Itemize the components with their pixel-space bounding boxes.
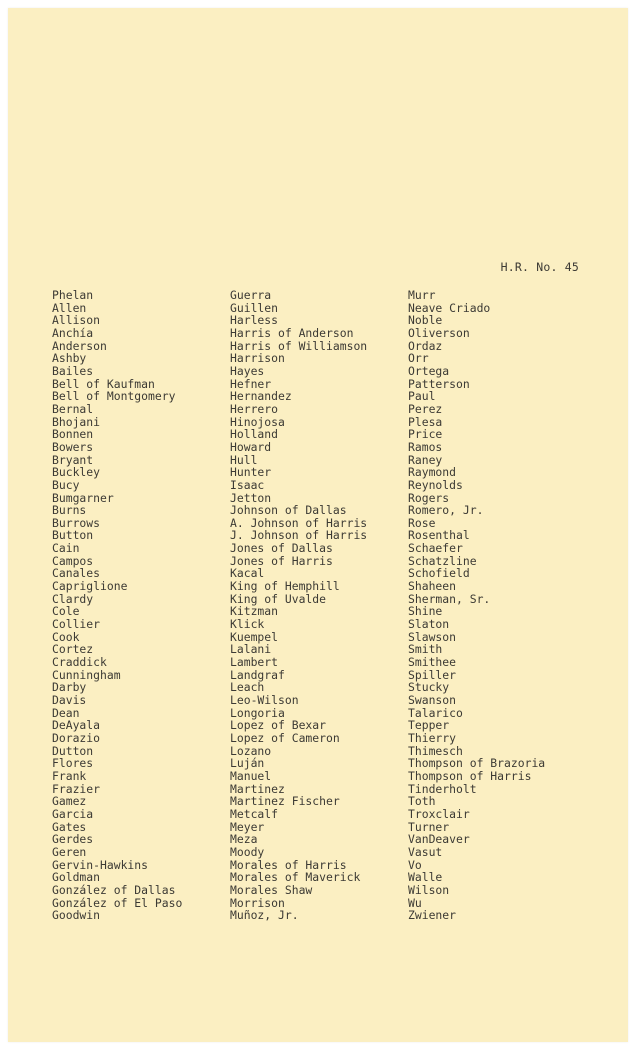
member-name: Troxclair [408, 806, 470, 821]
member-name: Bernal [52, 401, 94, 416]
member-name: Price [408, 427, 443, 442]
member-name: Patterson [408, 376, 470, 391]
member-name: Hefner [230, 376, 272, 391]
member-name: Dutton [52, 743, 94, 758]
member-name: Clardy [52, 591, 94, 606]
member-name: Thierry [408, 730, 457, 745]
member-name: Rosenthal [408, 528, 470, 543]
member-name: Jones of Harris [230, 553, 333, 568]
member-name: Toth [408, 794, 436, 809]
member-name: Metcalf [230, 806, 279, 821]
member-name: Shaheen [408, 579, 457, 594]
member-name: Kuempel [230, 629, 279, 644]
member-name: Jetton [230, 490, 272, 505]
member-name: Capriglione [52, 579, 128, 594]
member-name: Howard [230, 439, 272, 454]
member-name: Dorazio [52, 730, 101, 745]
member-name: Goodwin [52, 908, 101, 923]
member-name: Anderson [52, 338, 107, 353]
member-name: VanDeaver [408, 832, 470, 847]
member-name: Cortez [52, 642, 94, 657]
member-name: Smithee [408, 655, 457, 670]
member-name: A. Johnson of Harris [230, 515, 368, 530]
member-name: Burrows [52, 515, 101, 530]
member-name: Neave Criado [408, 300, 491, 315]
member-name: Cole [52, 604, 80, 619]
member-name: Allison [52, 313, 101, 328]
member-name: Rose [408, 515, 436, 530]
member-name: Button [52, 528, 94, 543]
member-name: Paul [408, 389, 436, 404]
member-name: Frazier [52, 781, 101, 796]
member-name: Meyer [230, 819, 265, 834]
member-name: Morales of Harris [230, 857, 347, 872]
document-page [8, 8, 628, 1042]
member-name: Raney [408, 452, 443, 467]
member-name: Morales of Maverick [230, 870, 361, 885]
member-name: Perez [408, 401, 443, 416]
member-name: Lalani [230, 642, 272, 657]
member-name: Kitzman [230, 604, 279, 619]
member-name: Lozano [230, 743, 272, 758]
member-name: Geren [52, 844, 87, 859]
member-name: Wilson [408, 882, 450, 897]
member-name: Schatzline [408, 553, 477, 568]
member-name: Buckley [52, 465, 101, 480]
member-name: Bryant [52, 452, 94, 467]
member-name: Bucy [52, 477, 80, 492]
member-name: Turner [408, 819, 450, 834]
member-name: Collier [52, 617, 101, 632]
member-name: Smith [408, 642, 443, 657]
member-name: Isaac [230, 477, 265, 492]
member-name: Allen [52, 300, 87, 315]
member-name: Klick [230, 617, 265, 632]
member-name: Dean [52, 705, 80, 720]
member-name: Martinez Fischer [230, 794, 340, 809]
member-name: Murr [408, 288, 436, 302]
member-name: Gerdes [52, 832, 94, 847]
member-name: Wu [408, 895, 422, 910]
member-name: Frank [52, 768, 87, 783]
member-name: Romero, Jr. [408, 503, 484, 518]
member-name: Morrison [230, 895, 285, 910]
member-name: Swanson [408, 693, 457, 707]
member-name: Bowers [52, 439, 94, 454]
member-name: Bumgarner [52, 490, 114, 505]
member-name: Shine [408, 604, 443, 619]
member-name: Canales [52, 566, 101, 581]
member-name: Johnson of Dallas [230, 503, 347, 518]
member-name: González of Dallas [52, 882, 176, 897]
member-name: Herrero [230, 401, 279, 416]
member-name: Kacal [230, 566, 265, 581]
member-name: Reynolds [408, 477, 463, 492]
member-name: Talarico [408, 705, 463, 720]
member-name: Muñoz, Jr. [230, 908, 299, 923]
member-name: Luján [230, 756, 265, 771]
member-name: Rogers [408, 490, 450, 505]
sponsor-name-list [52, 289, 598, 922]
member-name: Schaefer [408, 541, 463, 556]
member-name: Orr [408, 351, 429, 366]
member-name: Leo-Wilson [230, 693, 299, 707]
member-name: Harless [230, 313, 279, 328]
member-name: Flores [52, 756, 94, 771]
bill-number: H.R. No. 45 [500, 260, 579, 274]
member-name: Lopez of Bexar [230, 718, 327, 733]
member-name: Bell of Montgomery [52, 389, 176, 404]
member-name: Bell of Kaufman [52, 376, 155, 391]
member-name: Craddick [52, 655, 107, 670]
member-name: Vasut [408, 844, 443, 859]
member-name: Cain [52, 541, 80, 556]
member-name: Morales Shaw [230, 882, 313, 897]
name-column-3 [408, 289, 598, 922]
member-name: Ordaz [408, 338, 443, 353]
member-name: Gates [52, 819, 87, 834]
member-name: Meza [230, 832, 258, 847]
member-name: King of Hemphill [230, 579, 340, 594]
member-name: Slaton [408, 617, 450, 632]
member-name: Spiller [408, 667, 457, 682]
member-name: Lopez of Cameron [230, 730, 340, 745]
member-name: Harris of Anderson [230, 325, 354, 340]
member-name: Vo [408, 857, 422, 872]
member-name: Martinez [230, 781, 285, 796]
member-name: Oliverson [408, 325, 470, 340]
member-name: Zwiener [408, 908, 457, 923]
member-name: Longoria [230, 705, 285, 720]
member-name: King of Uvalde [230, 591, 327, 606]
member-name: Harris of Williamson [230, 338, 368, 353]
member-name: Tinderholt [408, 781, 477, 796]
member-name: Holland [230, 427, 279, 442]
member-name: Gervin-Hawkins [52, 857, 149, 872]
member-name: Harrison [230, 351, 285, 366]
member-name: Hinojosa [230, 414, 285, 429]
member-name: DeAyala [52, 718, 101, 733]
member-name: Davis [52, 693, 87, 707]
member-name: Bailes [52, 363, 94, 378]
member-name: Thompson of Harris [408, 768, 532, 783]
member-name: Tepper [408, 718, 450, 733]
member-name: Ortega [408, 363, 450, 378]
member-name: Bonnen [52, 427, 94, 442]
member-name: Noble [408, 313, 443, 328]
member-name: González of El Paso [52, 895, 183, 910]
member-name: Stucky [408, 680, 450, 695]
member-name: Leach [230, 680, 265, 695]
member-name: Goldman [52, 870, 101, 885]
member-name: Darby [52, 680, 87, 695]
member-name: Hunter [230, 465, 272, 480]
member-name: Burns [52, 503, 87, 518]
member-name: Ashby [52, 351, 87, 366]
member-name: Schofield [408, 566, 470, 581]
member-name: Ramos [408, 439, 443, 454]
member-name: Slawson [408, 629, 457, 644]
member-name: Thimesch [408, 743, 463, 758]
member-name: Landgraf [230, 667, 285, 682]
member-name: Plesa [408, 414, 443, 429]
member-name: Garcia [52, 806, 94, 821]
member-name: Walle [408, 870, 443, 885]
member-name: Thompson of Brazoria [408, 756, 546, 771]
member-name: Bhojani [52, 414, 101, 429]
member-name: Jones of Dallas [230, 541, 333, 556]
member-name: Campos [52, 553, 94, 568]
member-name: Cook [52, 629, 80, 644]
member-name: J. Johnson of Harris [230, 528, 368, 543]
member-name: Anchía [52, 325, 94, 340]
name-column-2 [230, 289, 408, 922]
member-name: Sherman, Sr. [408, 591, 491, 606]
member-name: Phelan [52, 288, 94, 302]
member-name: Gamez [52, 794, 87, 809]
member-name: Hull [230, 452, 258, 467]
member-name: Manuel [230, 768, 272, 783]
member-name: Cunningham [52, 667, 121, 682]
name-column-1 [52, 289, 230, 922]
member-name: Moody [230, 844, 265, 859]
member-name: Raymond [408, 465, 457, 480]
member-name: Guerra [230, 288, 272, 302]
member-name: Lambert [230, 655, 279, 670]
member-name: Hernandez [230, 389, 292, 404]
member-name: Hayes [230, 363, 265, 378]
member-name: Guillen [230, 300, 279, 315]
